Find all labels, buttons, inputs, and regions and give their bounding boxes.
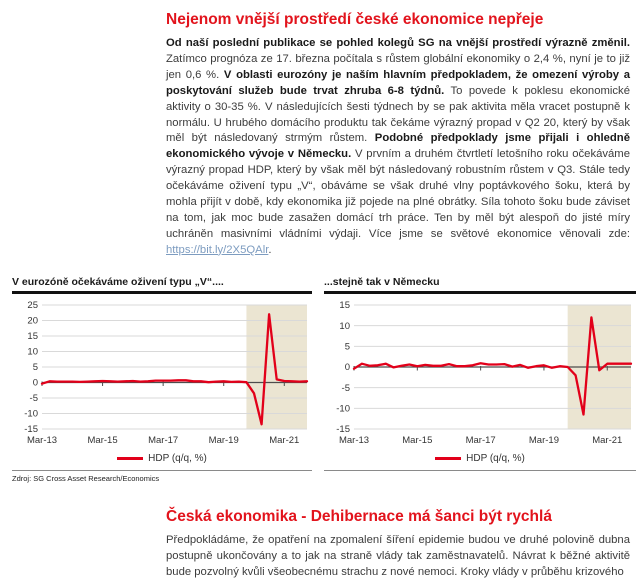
svg-text:25: 25: [27, 299, 38, 311]
svg-text:Mar-13: Mar-13: [26, 434, 58, 446]
body-text: Předpokládáme, že opatření na zpomalení šíření epidemie budou ve druhé polovině dubna postupně ukončovány a to jak na straně vlády tak zaměstnavatelů. Návrat k běžné aktivitě bude pozvolný kvůli všeobecnému strachu z nové nemoci. Kroky vlády v průběhu krizového: [166, 533, 630, 578]
svg-text:0: 0: [344, 361, 350, 373]
legend-line-swatch: [435, 457, 461, 460]
svg-text:-10: -10: [336, 403, 350, 415]
svg-text:-10: -10: [24, 408, 38, 420]
bold-text: V oblasti eurozóny je naším hlavním předpokladem, že omezení výroby a poskytování služeb bude trvat zhruba 6-8 týdnů.: [166, 68, 630, 97]
svg-text:Mar-19: Mar-19: [208, 434, 239, 446]
chart-panel-eurozone: [12, 274, 312, 471]
section-title-external-environment: Nejenom vnější prostředí české ekonomice nepřeje: [166, 11, 544, 28]
svg-text:15: 15: [339, 299, 350, 311]
charts-row: [12, 274, 636, 471]
svg-text:20: 20: [27, 315, 38, 327]
chart-title-rule: [324, 291, 636, 294]
chart-panel-germany: [324, 274, 636, 471]
line-chart-germany-gdp: [324, 297, 636, 452]
line-chart-eurozone-gdp: [12, 297, 312, 452]
svg-text:Mar-19: Mar-19: [528, 434, 559, 446]
paragraph-czech-economy: [166, 533, 630, 581]
source-note: Zdroj: SG Cross Asset Research/Economics: [12, 473, 160, 483]
svg-text:10: 10: [27, 346, 38, 358]
chart-title-germany: ...stejně tak v Německu: [324, 275, 440, 288]
svg-text:0: 0: [32, 377, 38, 389]
svg-text:Mar-15: Mar-15: [402, 434, 433, 446]
chart-legend: [324, 452, 636, 465]
paragraph-external-environment: [166, 36, 630, 259]
svg-text:Mar-15: Mar-15: [87, 434, 118, 446]
section-title-czech-economy: Česká ekonomika - Dehibernace má šanci být rychlá: [166, 507, 552, 525]
legend-line-swatch: [117, 457, 143, 460]
hyperlink[interactable]: https://bit.ly/2X5QAlr: [166, 243, 269, 256]
bold-text: Od naší poslední publikace se pohled kolegů SG na vnější prostředí výrazně změnil.: [166, 37, 630, 49]
svg-text:-15: -15: [24, 423, 38, 435]
body-text: To povede k poklesu ekonomické aktivity o 30-35 %. V následujících šesti týdnech by se pak aktivita měla vracet postupně k normálu. U hrubého domácího produktu tak čekáme výrazný propad v Q2 20, který by však měl být následovaný strmým růstem.: [166, 84, 630, 145]
chart-title-eurozone: V eurozóně očekáváme oživení typu „V“....: [12, 275, 224, 288]
bold-text: Podobné předpoklady jsme přijali i ohledně ekonomického vývoje v Německu.: [166, 132, 630, 161]
svg-text:Mar-21: Mar-21: [592, 434, 623, 446]
svg-text:-15: -15: [336, 423, 350, 435]
svg-text:Mar-13: Mar-13: [338, 434, 370, 446]
svg-text:Mar-21: Mar-21: [269, 434, 300, 446]
chart-legend: [12, 452, 312, 465]
svg-text:-5: -5: [341, 382, 350, 394]
svg-text:Mar-17: Mar-17: [465, 434, 496, 446]
svg-text:5: 5: [32, 361, 38, 373]
body-text: Zatímco prognóza ze 17. března počítala s růstem globální ekonomiky o 2,4 %, nyní je to již jen 0,6 %.: [166, 52, 630, 81]
svg-text:Mar-17: Mar-17: [148, 434, 179, 446]
legend-label: HDP (q/q, %): [148, 452, 207, 464]
svg-text:5: 5: [344, 341, 350, 353]
chart-title-rule: [12, 291, 312, 294]
svg-text:-5: -5: [29, 392, 38, 404]
svg-text:10: 10: [339, 320, 350, 332]
svg-text:15: 15: [27, 330, 38, 342]
body-text: V prvním a druhém čtvrtletí letošního roku očekáváme výrazný propad HDP, který by však měl být následovaný robustním růstem v Q3. Stále tedy očekáváme oživení typu „V“, obáváme se však druhé vlny poptávkového šoku, která by mohla přijít v době, kdy ekonomika již pojede na plné obrátky. Síla tohoto šoku bude záviset na tom, jak moc bude zasažen domácí trh práce. Ten by měl být alespoň do jisté míry uchráněn masivními vládními výdaji. Více jsme se světové ekonomice věnovali zde:: [166, 148, 631, 240]
legend-label: HDP (q/q, %): [466, 452, 525, 464]
body-text: .: [268, 243, 272, 256]
document-page: [0, 10, 640, 583]
